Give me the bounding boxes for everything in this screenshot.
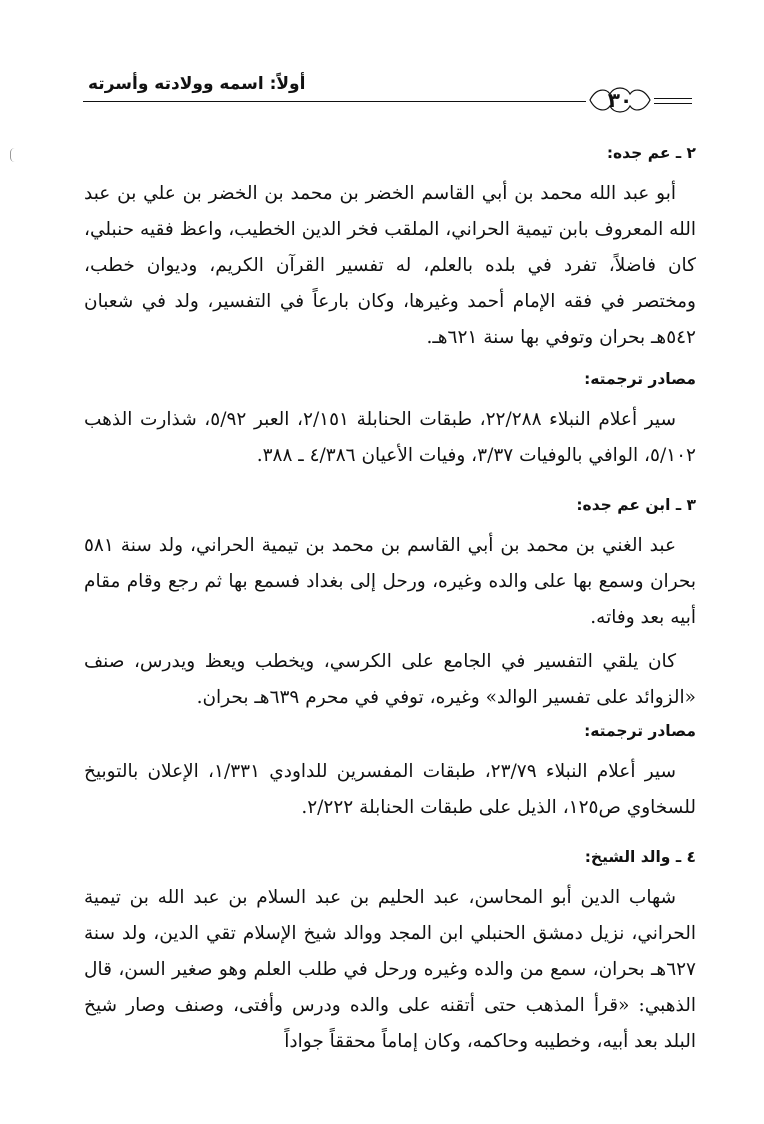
- running-header-title: أولاً: اسمه وولادته وأسرته: [88, 74, 306, 94]
- sources-label: مصادر ترجمته:: [584, 370, 696, 388]
- header-rule-right: [654, 98, 692, 104]
- margin-mark: [10, 148, 19, 162]
- page-content: [84, 138, 696, 1060]
- section-heading: ٣ ـ ابن عم جده:: [576, 496, 696, 514]
- section-heading: ٤ ـ والد الشيخ:: [584, 848, 696, 866]
- paragraph: عبد الغني بن محمد بن أبي القاسم بن محمد بن تيمية الحراني، ولد سنة ٥٨١ بحران وسمع بها على والده وغيره، ورحل إلى بغداد فسمع بها ثم رجع وقام مقام أبيه بعد وفاته.: [84, 535, 696, 628]
- sources-label: مصادر ترجمته:: [584, 722, 696, 740]
- sources-text: سير أعلام النبلاء ٢٣/٧٩، طبقات المفسرين للداودي ١/٣٣١، الإعلان بالتوبيخ للسخاوي ص١٢٥، الذيل على طبقات الحنابلة ٢/٢٢٢.: [84, 761, 696, 818]
- header-rule: [83, 101, 586, 102]
- section-heading: ٢ ـ عم جده:: [606, 144, 696, 162]
- page-number: ٣٠: [607, 88, 633, 112]
- paragraph: شهاب الدين أبو المحاسن، عبد الحليم بن عبد السلام بن عبد الله بن تيمية الحراني، نزيل دمشق الحنبلي ابن المجد ووالد شيخ الإسلام تقي الدين، ولد سنة ٦٢٧هـ بحران، سمع من والده وغيره ورحل في طلب العلم وهو صغير السن، قال الذهبي: «قرأ المذهب حتى أتقنه على والده ودرس وأفتى، وصنف وصار شيخ البلد بعد أبيه، وخطيبه وحاكمه، وكان إماماً محققاً جواداً: [84, 887, 696, 1052]
- paragraph: كان يلقي التفسير في الجامع على الكرسي، ويخطب ويعظ ويدرس، صنف «الزوائد على تفسير الوالد» وغيره، توفي في محرم ٦٣٩هـ بحران.: [84, 651, 696, 708]
- paragraph: أبو عبد الله محمد بن أبي القاسم الخضر بن محمد بن الخضر بن علي بن عبد الله المعروف بابن تيمية الحراني، الملقب فخر الدين الخطيب، واعظ فقيه حنبلي، كان فاضلاً، تفرد في بلده بالعلم، له تفسير القرآن الكريم، وديوان خطب، ومختصر في فقه الإمام أحمد وغيرها، وكان بارعاً في التفسير، ولد في شعبان ٥٤٢هـ بحران وتوفي بها سنة ٦٢١هـ.: [84, 183, 696, 348]
- sources-text: سير أعلام النبلاء ٢٢/٢٨٨، طبقات الحنابلة ٢/١٥١، العبر ٥/٩٢، شذارت الذهب ٥/١٠٢، الوافي بالوفيات ٣/٣٧، وفيات الأعيان ٤/٣٨٦ ـ ٣٨٨.: [84, 409, 696, 466]
